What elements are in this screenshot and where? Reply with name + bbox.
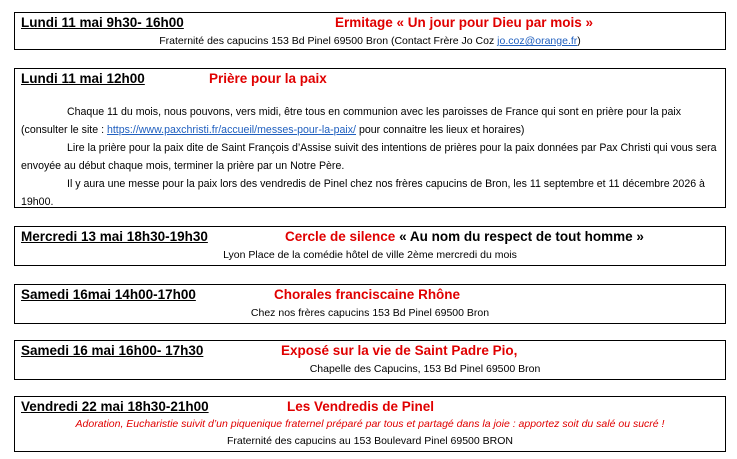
event-title: Exposé sur la vie de Saint Padre Pio, [281,343,518,358]
paragraph-text: pour connaitre les lieux et horaires) [356,124,525,136]
contact-email-link[interactable]: jo.coz@orange.fr [497,35,578,47]
event-date: Lundi 11 mai 9h30- 16h00 [21,15,184,30]
event-date: Mercredi 13 mai 18h30-19h30 [21,229,208,244]
event-title: Chorales franciscaine Rhône [274,287,461,302]
event-card [14,12,726,50]
event-date: Samedi 16 mai 16h00- 17h30 [21,343,204,358]
event-date: Samedi 16mai 14h00-17h00 [21,287,196,302]
paragraph: Lire la prière pour la paix dite de Saint François d’Assise suivit des intentions de prières pour la paix données par Pax Christi qui vous sera envoyée au début chaque mois, terminer la prière par un Notre Père. [21,142,717,172]
event-card [14,284,726,324]
event-title [285,229,644,244]
paragraph-text: Chaque 11 du mois, nous pouvons, vers midi, être tous en communion avec les paroisses de France qui sont en prière pour la paix (consulter le site : [21,106,681,136]
event-card [14,340,726,380]
event-date: Vendredi 22 mai 18h30-21h00 [21,399,209,414]
event-title: Les Vendredis de Pinel [287,399,435,414]
event-title-quote: « Au nom du respect de tout homme » [395,229,644,244]
event-location [15,35,725,47]
event-location: Chez nos frères capucins 153 Bd Pinel 69500 Bron [250,307,490,319]
paragraph: Il y aura une messe pour la paix lors des vendredis de Pinel chez nos frères capucins de Bron, les 11 septembre et 11 décembre 2026 à 19h00. [21,178,705,208]
event-title: Prière pour la paix [209,71,327,86]
event-card [14,226,726,266]
paxchristi-link[interactable]: https://www.paxchristi.fr/accueil/messes-pour-la-paix/ [106,124,357,136]
paragraph [21,103,717,139]
event-description: Adoration, Eucharistie suivit d’un piquenique fraternel préparé par tous et partagé dans la joie : apportez soit du salé ou sucré ! [75,418,665,430]
event-date: Lundi 11 mai 12h00 [21,71,145,86]
event-location: Fraternité des capucins au 153 Boulevard Pinel 69500 BRON [226,435,513,447]
location-text: Fraternité des capucins 153 Bd Pinel 69500 Bron (Contact Frère Jo Coz [159,35,498,47]
event-title-red: Cercle de silence [285,229,396,244]
event-location: Lyon Place de la comédie hôtel de ville 2ème mercredi du mois [223,249,517,261]
event-description [21,103,717,211]
event-location: Chapelle des Capucins, 153 Bd Pinel 69500 Bron [309,363,541,375]
event-card [14,396,726,452]
location-text-end: ) [577,35,581,47]
event-title: Ermitage « Un jour pour Dieu par mois » [335,15,594,30]
event-card [14,68,726,208]
